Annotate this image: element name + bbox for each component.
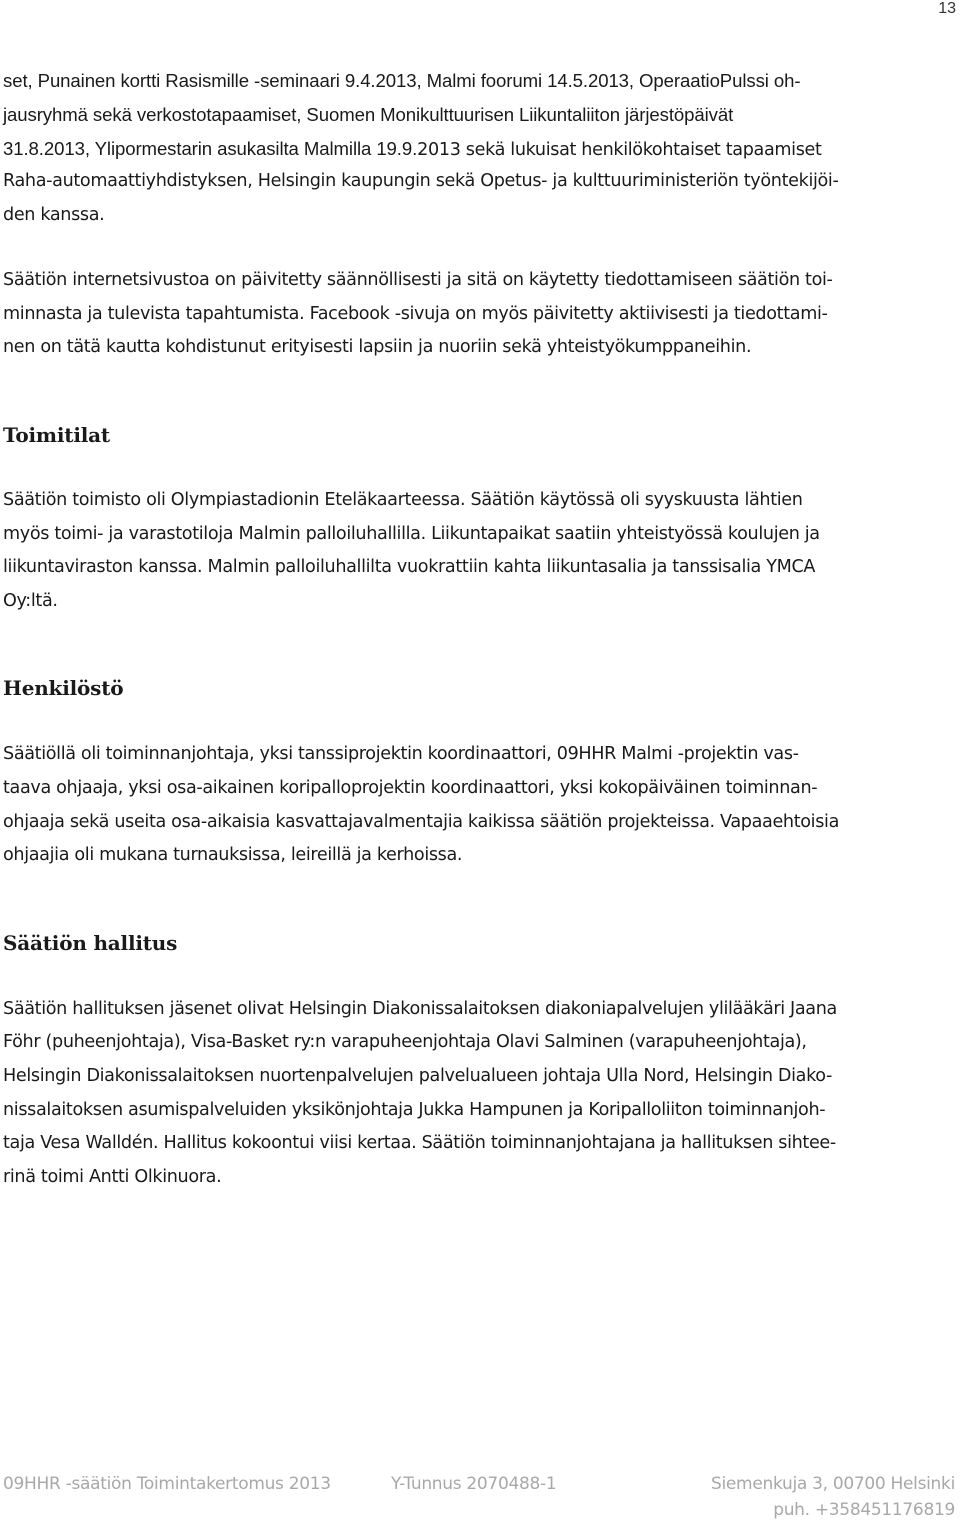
text-segment: 2013 sekä lukuisat henkilökohtaiset tapaamiset — [417, 140, 822, 160]
footer-business-id: Y-Tunnus 2070488-1 — [391, 1474, 557, 1494]
text-line: nen on tätä kautta kohdistunut erityisesti lapsiin ja nuoriin sekä yhteistyökumppaneihin. — [3, 337, 752, 358]
text-line: myös toimi- ja varastotiloja Malmin palloiluhallilla. Liikuntapaikat saatiin yhteistyössä koulujen ja — [3, 523, 820, 544]
text-line: Säätiön internetsivustoa on päivitetty säännöllisesti ja sitä on käytetty tiedottamiseen säätiön toi- — [3, 270, 833, 291]
text-line: Oy:ltä. — [3, 590, 58, 611]
text-line: Föhr (puheenjohtaja), Visa-Basket ry:n varapuheenjohtaja Olavi Salminen (varapuheenjohtaja), — [3, 1032, 807, 1053]
section-staff — [3, 673, 951, 872]
section-board — [3, 928, 951, 1195]
text-line: nissalaitoksen asumispalveluiden yksikönjohtaja Jukka Hampunen ja Koripalloliiton toiminnanjoh- — [3, 1099, 826, 1120]
text-line: Säätiön toimisto oli Olympiastadionin Eteläkaarteessa. Säätiön käytössä oli syyskuusta lähtien — [3, 489, 803, 510]
text-line — [3, 132, 951, 165]
text-line: rinä toimi Antti Olkinuora. — [3, 1166, 222, 1187]
section-body — [3, 993, 951, 1195]
footer-address: Siemenkuja 3, 00700 Helsinki — [710, 1474, 955, 1494]
section-body — [3, 738, 951, 872]
paragraph-web — [3, 264, 951, 365]
text-line: minnasta ja tulevista tapahtumista. Facebook -sivuja on myös päivitetty aktiivisesti ja tiedottami- — [3, 303, 828, 324]
document-body — [3, 64, 951, 1194]
text-line: ohjaaja sekä useita osa-aikaisia kasvattajavalmentajia kaikissa säätiön projekteissa. Vapaaehtoisia — [3, 811, 840, 832]
page-number: 13 — [938, 0, 956, 17]
text-line: Säätiöllä oli toiminnanjohtaja, yksi tanssiprojektin koordinaattori, 09HHR Malmi -projektin vas- — [3, 744, 799, 765]
text-line: taava ohjaaja, yksi osa-aikainen koripalloprojektin koordinaattori, yksi kokopäiväinen toiminnan- — [3, 777, 818, 798]
section-heading: Toimitilat — [3, 422, 110, 447]
section-heading: Henkilöstö — [3, 676, 124, 701]
text-line: Raha-automaattiyhdistyksen, Helsingin kaupungin sekä Opetus- ja kulttuuriministeriön työntekijöi- — [3, 171, 839, 191]
section-premises — [3, 420, 951, 618]
section-body — [3, 484, 951, 618]
footer-report-title: 09HHR -säätiön Toimintakertomus 2013 — [3, 1474, 331, 1494]
text-line: set, Punainen kortti Rasismille -seminaari 9.4.2013, Malmi foorumi 14.5.2013, OperaatioPulssi oh- — [3, 70, 801, 91]
text-line: den kanssa. — [3, 204, 105, 225]
text-segment: 31.8.2013, Ylipormestarin asukasilta Malmilla 19.9. — [3, 138, 418, 159]
text-line: ohjaajia oli mukana turnauksissa, leireillä ja kerhoissa. — [3, 845, 463, 866]
footer-phone: puh. +358451176819 — [773, 1500, 955, 1520]
page-footer — [3, 1472, 955, 1524]
text-line: Helsingin Diakonissalaitoksen nuortenpalvelujen palvelualueen johtaja Ulla Nord, Helsingin Diako- — [3, 1065, 833, 1086]
section-heading: Säätiön hallitus — [3, 930, 178, 955]
text-line: taja Vesa Walldén. Hallitus kokoontui viisi kertaa. Säätiön toiminnanjohtajana ja hallituksen sihtee- — [3, 1133, 836, 1154]
text-line: jausryhmä sekä verkostotapaamiset, Suomen Monikulttuurisen Liikuntaliiton järjestöpäivät — [3, 104, 734, 125]
text-line: Säätiön hallituksen jäsenet olivat Helsingin Diakonissalaitoksen diakoniapalvelujen ylilääkäri Jaana — [3, 998, 837, 1019]
paragraph-events — [3, 64, 951, 232]
text-line: liikuntaviraston kanssa. Malmin palloiluhallilta vuokrattiin kahta liikuntasalia ja tanssisalia YMCA — [3, 557, 816, 578]
